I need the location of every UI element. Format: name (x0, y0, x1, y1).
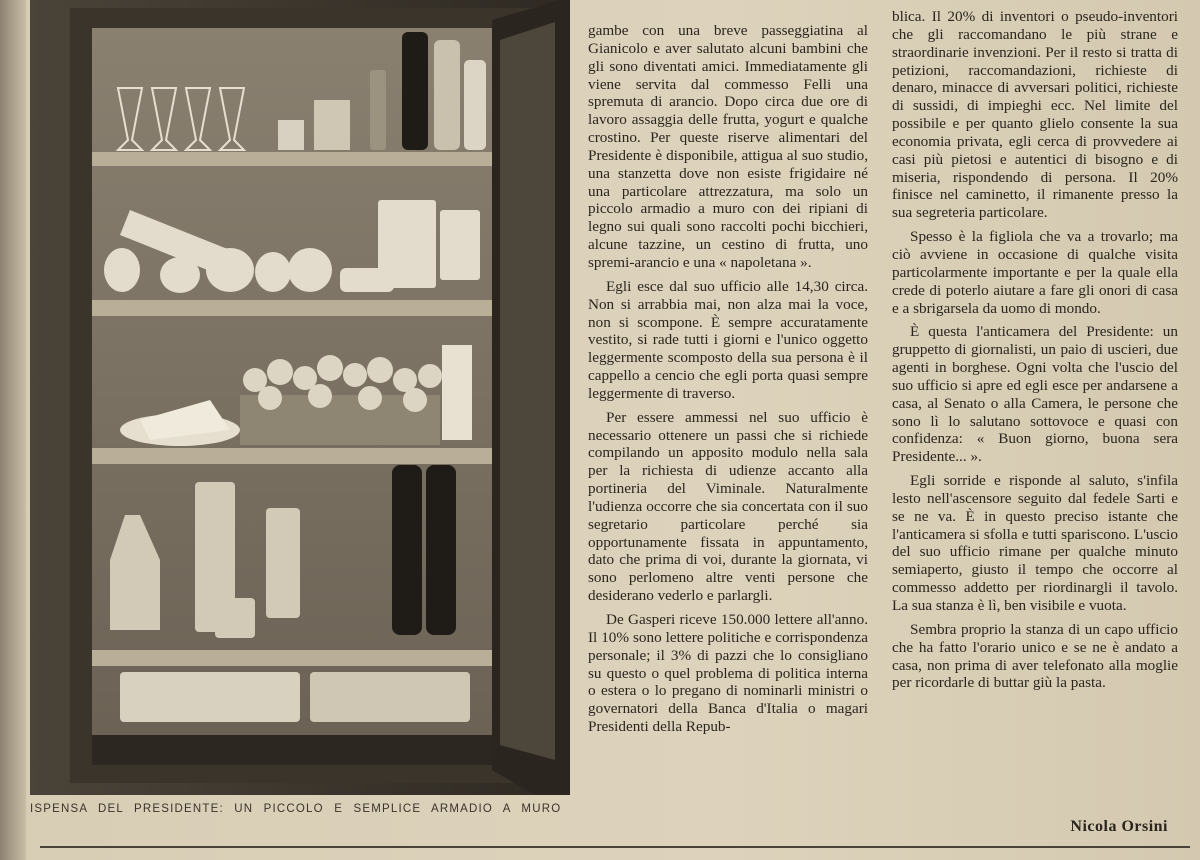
text-column-1 (588, 22, 868, 742)
paragraph: È questa l'anticamera del Presidente: un gruppetto di giornalisti, un paio di uscieri, due agenti in borghese. Ogni volta che l'uscio del suo ufficio si apre ed egli esce per andarsene a casa, al Senato o alla Camera, le persone che sono lì lo salutano sottovoce e quasi con confidenza: « Buon giorno, buona sera Presidente... ». (892, 323, 1178, 466)
paragraph: Per essere ammessi nel suo ufficio è necessario ottenere un passi che si richiede compilando un apposito modulo nella sala per la richiesta di udienze accanto alla portineria del Viminale. Naturalmente l'udienza occorre che sia concertata con il suo segretario particolare perché sia opportunamente fissata in appuntamento, dato che prima di voi, durante la giornata, vi sono perlomeno altre venti persone che desiderano vederlo e parlargli. (588, 408, 868, 605)
paragraph: Spesso è la figliola che va a trovarlo; ma ciò avviene in occasione di qualche visita particolarmente importante e per la quale ella crede di poterlo aiutare a fare gli onori di casa e a sbrigarsela da uomo di mondo. (892, 228, 1178, 317)
paragraph: Egli sorride e risponde al saluto, s'infila lesto nell'ascensore seguito dal fedele Sarti e se ne va. È in questo preciso istante che l'anticamera si sfolla e tutti spariscono. L'uscio del suo ufficio rimane per qualche minuto semiaperto, giusto il tempo che occorre al commesso addetto per riordinargli il tavolo. La sua stanza è lì, ben visibile e vuota. (892, 472, 1178, 614)
cupboard-photo (30, 0, 570, 795)
paragraph: Egli esce dal suo ufficio alle 14,30 circa. Non si arrabbia mai, non alza mai la voce, non si scompone. È sempre accuratamente vestito, si rade tutti i giorni e l'unico oggetto leggermente scomposto della sua persona è il cappello a cencio che egli porta quasi sempre leggermente di traverso. (588, 277, 868, 402)
bottom-rule (40, 846, 1190, 848)
text-column-2 (892, 8, 1178, 698)
paragraph: Sembra proprio la stanza di un capo ufficio che ha fatto l'orario unico e se ne è andato a casa, non prima di aver telefonato alla moglie per ricordarle di buttar giù la pasta. (892, 620, 1178, 692)
author-signature: Nicola Orsini (1070, 818, 1168, 835)
paragraph: blica. Il 20% di inventori o pseudo-inventori che gli raccomandano le più strane e straordinarie invenzioni. Per il resto si tratta di petizioni, raccomandazioni, richieste di denaro, minacce di avversari politici, richieste di sussidi, di impieghi ecc. Nel limite del possibile e per quanto glielo consente la sua economia privata, egli cerca di provvedere ai casi più pietosi e autentici di bisogno e di miseria, rispondendo di persona. Il 20% finisce nel caminetto, il rimanente presso la sua segreteria particolare. (892, 8, 1178, 222)
paragraph: gambe con una breve passeggiatina al Gianicolo e aver salutato alcuni bambini che gli sono diventati amici. Immediatamente gli viene servita dal commesso Felli una spremuta di arancio. Dopo circa due ore di lavoro assaggia delle frutta, yogurt e qualche crostino. Per queste riserve alimentari del Presidente è disponibile, attigua al suo studio, una stanzetta dove non esiste frigidaire né una particolare attrezzatura, ma solo un piccolo armadio a muro con dei ripiani di legno sui quali sono raccolti pochi bicchieri, alcune tazzine, un cestino di frutta, uno spremi-arancio e una « napoletana ». (588, 22, 868, 271)
binding-shadow (0, 0, 26, 860)
photo-caption: ISPENSA DEL PRESIDENTE: UN PICCOLO E SEMPLICE ARMADIO A MURO (30, 803, 562, 815)
paragraph: De Gasperi riceve 150.000 lettere all'anno. Il 10% sono lettere politiche e corrispondenza personale; il 3% di pazzi che lo consigliano su questo o quel problema di politica interna o estera o lo pregano di nominarli ministri o governatori della Banca d'Italia o magari Presidenti della Repub- (588, 611, 868, 736)
cupboard-illustration (30, 0, 570, 795)
